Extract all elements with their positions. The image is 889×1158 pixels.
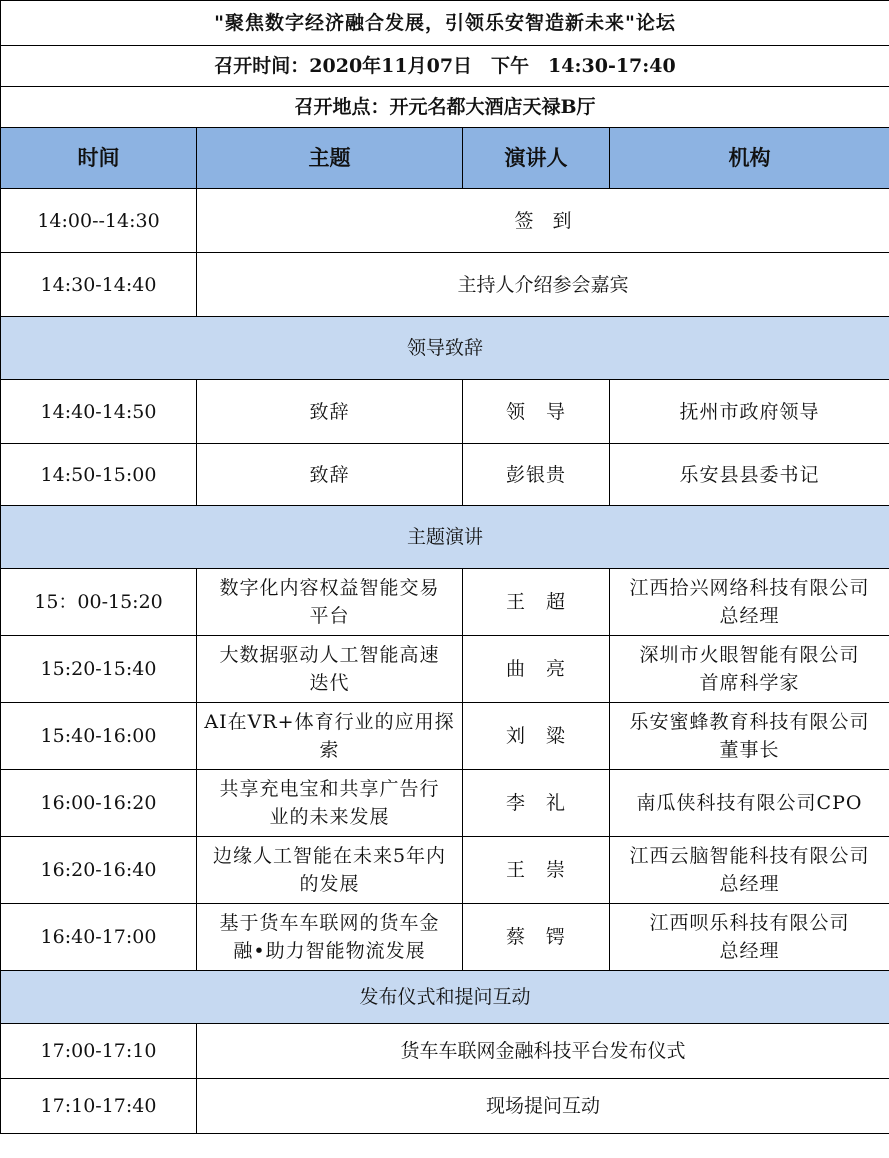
topic-cell xyxy=(197,770,463,837)
topic-line: 平台 xyxy=(309,605,350,627)
topic-line: 致辞 xyxy=(309,400,350,423)
time-cell: 15:20-15:40 xyxy=(1,636,197,703)
speaker-cell: 领 导 xyxy=(463,380,610,444)
organization-line: 总经理 xyxy=(719,873,780,895)
organization-cell xyxy=(610,837,889,904)
speaker-cell: 彭银贵 xyxy=(463,444,610,506)
table-row xyxy=(1,253,889,317)
organization-cell xyxy=(610,636,889,703)
merged-cell: 签 到 xyxy=(197,189,889,253)
topic-cell xyxy=(197,636,463,703)
organization-cell xyxy=(610,904,889,971)
organization-line: 总经理 xyxy=(719,940,780,962)
section-row xyxy=(1,971,889,1024)
meeting-location: 召开地点：开元名都大酒店天禄B厅 xyxy=(1,87,889,128)
table-row xyxy=(1,189,889,253)
time-cell: 17:00-17:10 xyxy=(1,1024,197,1079)
table-row xyxy=(1,444,889,506)
time-cell: 14:40-14:50 xyxy=(1,380,197,444)
organization-cell xyxy=(610,770,889,837)
column-header-organization: 机构 xyxy=(610,128,889,189)
speaker-cell: 曲 亮 xyxy=(463,636,610,703)
meeting-time: 召开时间：2020年11月07日 下午 14:30-17:40 xyxy=(1,46,889,87)
time-cell: 15:40-16:00 xyxy=(1,703,197,770)
section-row xyxy=(1,506,889,569)
column-header-speaker: 演讲人 xyxy=(463,128,610,189)
speaker-cell: 蔡 锷 xyxy=(463,904,610,971)
time-cell: 14:50-15:00 xyxy=(1,444,197,506)
topic-cell xyxy=(197,444,463,506)
topic-line: 索 xyxy=(319,739,340,761)
organization-line: 乐安县县委书记 xyxy=(679,463,820,486)
topic-line: 边缘人工智能在未来5年内 xyxy=(212,845,447,867)
time-cell: 14:30-14:40 xyxy=(1,253,197,317)
table-row xyxy=(1,703,889,770)
topic-line: AI在VR+体育行业的应用探 xyxy=(204,711,455,733)
table-row xyxy=(1,837,889,904)
section-title: 发布仪式和提问互动 xyxy=(1,971,889,1024)
section-title: 主题演讲 xyxy=(1,506,889,569)
time-cell: 14:00--14:30 xyxy=(1,189,197,253)
merged-cell: 主持人介绍参会嘉宾 xyxy=(197,253,889,317)
speaker-cell: 李 礼 xyxy=(463,770,610,837)
topic-line: 共享充电宝和共享广告行 xyxy=(219,778,440,800)
section-title: 领导致辞 xyxy=(1,317,889,380)
time-cell: 15：00-15:20 xyxy=(1,569,197,636)
table-row xyxy=(1,380,889,444)
organization-line: 抚州市政府领导 xyxy=(679,400,820,423)
topic-line: 融•助力智能物流发展 xyxy=(233,940,426,962)
organization-line: 乐安蜜蜂教育科技有限公司 xyxy=(629,711,870,733)
organization-line: 总经理 xyxy=(719,605,780,627)
topic-line: 致辞 xyxy=(309,463,350,486)
topic-line: 业的未来发展 xyxy=(269,806,390,828)
time-cell: 16:00-16:20 xyxy=(1,770,197,837)
organization-cell xyxy=(610,569,889,636)
topic-line: 大数据驱动人工智能高速 xyxy=(219,644,440,666)
speaker-cell: 王 超 xyxy=(463,569,610,636)
table-row xyxy=(1,1024,889,1079)
topic-line: 数字化内容权益智能交易 xyxy=(219,577,440,599)
table-row xyxy=(1,569,889,636)
table-header-row xyxy=(1,128,889,189)
time-cell: 16:20-16:40 xyxy=(1,837,197,904)
organization-line: 董事长 xyxy=(719,739,780,761)
table-row xyxy=(1,770,889,837)
organization-cell xyxy=(610,380,889,444)
topic-cell xyxy=(197,569,463,636)
table-row xyxy=(1,636,889,703)
speaker-cell: 王 崇 xyxy=(463,837,610,904)
column-header-time: 时间 xyxy=(1,128,197,189)
topic-cell xyxy=(197,904,463,971)
table-row xyxy=(1,904,889,971)
organization-line: 江西呗乐科技有限公司 xyxy=(649,912,850,934)
organization-cell xyxy=(610,703,889,770)
page-title: "聚焦数字经济融合发展，引领乐安智造新未来"论坛 xyxy=(1,1,889,46)
organization-line: 首席科学家 xyxy=(699,672,800,694)
topic-cell xyxy=(197,837,463,904)
table-row xyxy=(1,1079,889,1134)
organization-line: 深圳市火眼智能有限公司 xyxy=(639,644,860,666)
speaker-cell: 刘 粱 xyxy=(463,703,610,770)
organization-cell xyxy=(610,444,889,506)
organization-line: 江西云脑智能科技有限公司 xyxy=(629,845,870,867)
section-row xyxy=(1,317,889,380)
topic-line: 的发展 xyxy=(299,873,360,895)
column-header-topic: 主题 xyxy=(197,128,463,189)
time-cell: 17:10-17:40 xyxy=(1,1079,197,1134)
organization-line: 江西拾兴网络科技有限公司 xyxy=(629,577,870,599)
topic-cell xyxy=(197,380,463,444)
topic-line: 基于货车车联网的货车金 xyxy=(219,912,440,934)
topic-line: 迭代 xyxy=(309,672,350,694)
merged-cell: 货车车联网金融科技平台发布仪式 xyxy=(197,1024,889,1079)
organization-line: 南瓜侠科技有限公司CPO xyxy=(636,792,863,814)
time-cell: 16:40-17:00 xyxy=(1,904,197,971)
merged-cell: 现场提问互动 xyxy=(197,1079,889,1134)
topic-cell xyxy=(197,703,463,770)
